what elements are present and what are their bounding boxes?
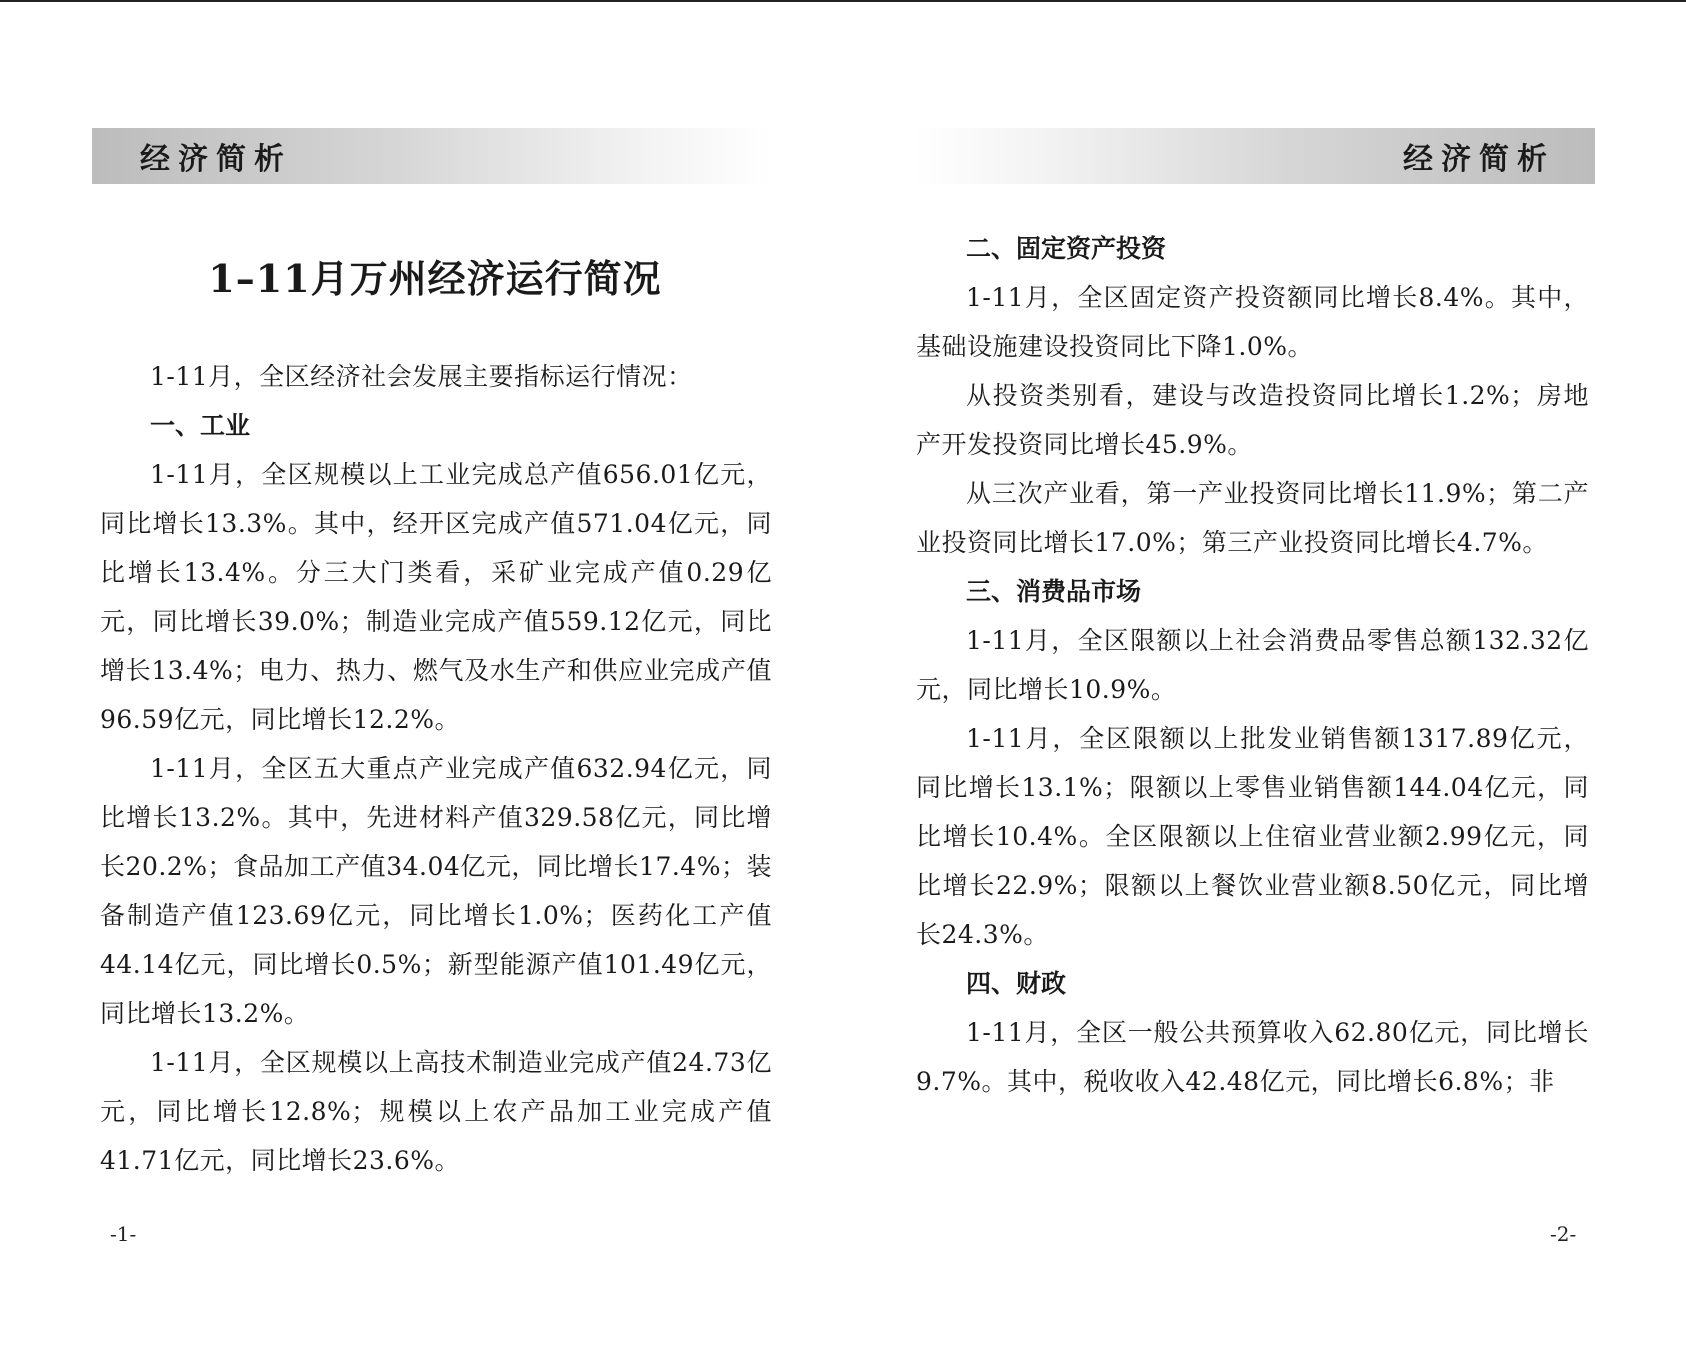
body-paragraph: 1-11月，全区固定资产投资额同比增长8.4%。其中，基础设施建设投资同比下降1.0%。 — [916, 283, 1589, 361]
section-header-label: 经济简析 — [1403, 142, 1555, 177]
section-heading-finance: 四、财政 — [966, 969, 1067, 998]
body-paragraph: 从投资类别看，建设与改造投资同比增长1.2%；房地产开发投资同比增长45.9%。 — [916, 381, 1589, 459]
page-number: -1- — [110, 1222, 137, 1246]
section-heading-consumer-market: 三、消费品市场 — [966, 577, 1142, 606]
body-paragraph: 1-11月，全区一般公共预算收入62.80亿元，同比增长9.7%。其中，税收收入42.48亿元，同比增长6.8%；非 — [916, 1018, 1589, 1096]
body-paragraph: 1-11月，全区规模以上工业完成总产值656.01亿元，同比增长13.3%。其中，经开区完成产值571.04亿元，同比增长13.4%。分三大门类看，采矿业完成产值0.29亿元，同比增长39.0%；制造业完成产值559.12亿元，同比增长13.4%；电力、热力、燃气及水生产和供应业完成产值96.59亿元，同比增长12.2%。 — [100, 460, 772, 734]
right-page-body — [916, 224, 1589, 1106]
right-page — [843, 0, 1686, 1353]
body-paragraph: 1-11月，全区限额以上社会消费品零售总额132.32亿元，同比增长10.9%。 — [916, 626, 1589, 704]
section-header-banner — [92, 128, 772, 184]
section-header-label: 经济简析 — [140, 142, 292, 177]
body-paragraph: 1-11月，全区规模以上高技术制造业完成产值24.73亿元，同比增长12.8%；规模以上农产品加工业完成产值41.71亿元，同比增长23.6%。 — [100, 1048, 772, 1175]
article-title: 1–11月万州经济运行简况 — [208, 256, 662, 301]
body-paragraph: 从三次产业看，第一产业投资同比增长11.9%；第二产业投资同比增长17.0%；第三产业投资同比增长4.7%。 — [916, 479, 1589, 557]
page-number: -2- — [1550, 1222, 1577, 1246]
section-header-banner — [915, 128, 1595, 184]
intro-paragraph: 1-11月，全区经济社会发展主要指标运行情况： — [150, 362, 693, 391]
section-heading-investment: 二、固定资产投资 — [966, 234, 1167, 263]
body-paragraph: 1-11月，全区限额以上批发业销售额1317.89亿元，同比增长13.1%；限额以上零售业销售额144.04亿元，同比增长10.4%。全区限额以上住宿业营业额2.99亿元，同比增长22.9%；限额以上餐饮业营业额8.50亿元，同比增长24.3%。 — [916, 724, 1589, 949]
body-paragraph: 1-11月，全区五大重点产业完成产值632.94亿元，同比增长13.2%。其中，先进材料产值329.58亿元，同比增长20.2%；食品加工产值34.04亿元，同比增长17.4%；装备制造产值123.69亿元，同比增长1.0%；医药化工产值44.14亿元，同比增长0.5%；新型能源产值101.49亿元，同比增长13.2%。 — [100, 754, 772, 1028]
section-heading-industry: 一、工业 — [150, 411, 251, 440]
left-page-body — [100, 352, 772, 1185]
